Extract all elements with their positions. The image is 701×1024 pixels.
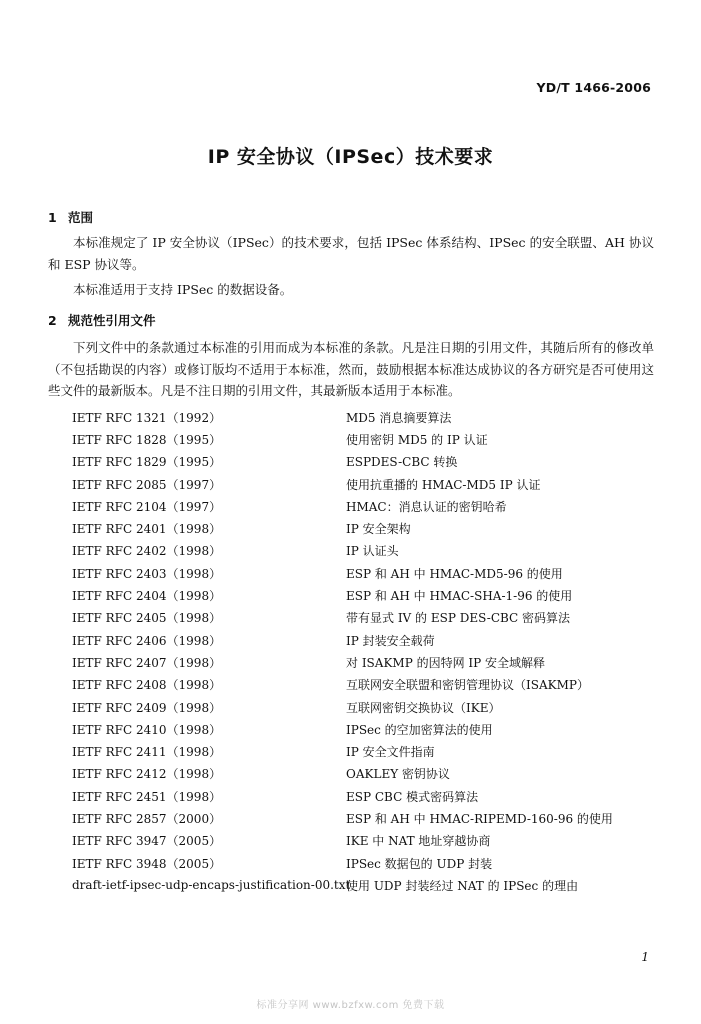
- reference-id: IETF RFC 2085（1997）: [72, 477, 222, 492]
- reference-description: IPSec 的空加密算法的使用: [346, 722, 493, 737]
- reference-id: IETF RFC 2402（1998）: [72, 544, 222, 559]
- reference-row: [72, 629, 632, 651]
- reference-description: IPSec 数据包的 UDP 封装: [346, 856, 493, 871]
- reference-id: IETF RFC 3948（2005）: [72, 856, 222, 871]
- reference-row: [72, 607, 632, 629]
- reference-row: [72, 517, 632, 539]
- reference-row: [72, 807, 632, 829]
- reference-row: [72, 651, 632, 673]
- reference-row: [72, 785, 632, 807]
- reference-list: [72, 406, 632, 897]
- reference-id: IETF RFC 2403（1998）: [72, 566, 222, 581]
- reference-description: HMAC：消息认证的密钥哈希: [346, 499, 507, 514]
- reference-id: IETF RFC 2404（1998）: [72, 589, 222, 604]
- section-2-title: 规范性引用文件: [68, 313, 156, 328]
- reference-id: IETF RFC 2412（1998）: [72, 767, 222, 782]
- reference-row: [72, 562, 632, 584]
- reference-id: IETF RFC 2104（1997）: [72, 499, 222, 514]
- reference-row: [72, 740, 632, 762]
- reference-description: IKE 中 NAT 地址穿越协商: [346, 834, 491, 849]
- reference-row: [72, 830, 632, 852]
- reference-description: 使用密钥 MD5 的 IP 认证: [346, 432, 488, 447]
- reference-id: IETF RFC 3947（2005）: [72, 834, 222, 849]
- reference-description: 对 ISAKMP 的因特网 IP 安全域解释: [346, 655, 546, 670]
- reference-description: IP 认证头: [346, 544, 399, 559]
- reference-row: [72, 406, 632, 428]
- reference-description: ESP CBC 模式密码算法: [346, 789, 479, 804]
- reference-row: [72, 696, 632, 718]
- reference-id: IETF RFC 2857（2000）: [72, 811, 222, 826]
- reference-description: ESPDES-CBC 转换: [346, 455, 458, 470]
- reference-id: IETF RFC 2407（1998）: [72, 655, 222, 670]
- section-1-heading: [48, 208, 93, 226]
- reference-description: IP 安全架构: [346, 522, 411, 537]
- reference-row: [72, 763, 632, 785]
- watermark-text: 标准分享网 www.bzfxw.com 免费下载: [256, 1000, 445, 1011]
- reference-description: ESP 和 AH 中 HMAC-SHA-1-96 的使用: [346, 589, 573, 604]
- reference-description: 使用 UDP 封装经过 NAT 的 IPSec 的理由: [346, 878, 579, 893]
- reference-description: 互联网密钥交换协议（IKE）: [346, 700, 501, 715]
- reference-row: [72, 852, 632, 874]
- scope-paragraph-1: 本标准规定了 IP 安全协议（IPSec）的技术要求，包括 IPSec 体系结构、IPSec 的安全联盟、AH 协议和 ESP 协议等。: [48, 235, 654, 272]
- section-2-heading: [48, 311, 156, 329]
- reference-row: [72, 540, 632, 562]
- reference-description: 带有显式 IV 的 ESP DES-CBC 密码算法: [346, 611, 571, 626]
- reference-id: IETF RFC 2409（1998）: [72, 700, 222, 715]
- scope-paragraph-2: 本标准适用于支持 IPSec 的数据设备。: [73, 282, 293, 297]
- reference-id: IETF RFC 1829（1995）: [72, 455, 222, 470]
- reference-description: MD5 消息摘要算法: [346, 410, 452, 425]
- reference-description: ESP 和 AH 中 HMAC-RIPEMD-160-96 的使用: [346, 811, 613, 826]
- reference-id: IETF RFC 2401（1998）: [72, 522, 222, 537]
- page-number: 1: [641, 950, 649, 964]
- section-2-number: 2: [48, 313, 57, 328]
- reference-row: [72, 674, 632, 696]
- references-intro-paragraph: 下列文件中的条款通过本标准的引用而成为本标准的条款。凡是注日期的引用文件，其随后所有的修改单（不包括勘误的内容）或修订版均不适用于本标准，然而，鼓励根据本标准达成协议的各方研究是否可使用这些文件的最新版本。凡是不注日期的引用文件，其最新版本适用于本标准。: [48, 340, 654, 398]
- reference-id: IETF RFC 2451（1998）: [72, 789, 222, 804]
- reference-description: ESP 和 AH 中 HMAC-MD5-96 的使用: [346, 566, 563, 581]
- reference-description: OAKLEY 密钥协议: [346, 767, 450, 782]
- reference-id: IETF RFC 2406（1998）: [72, 633, 222, 648]
- reference-description: 使用抗重播的 HMAC-MD5 IP 认证: [346, 477, 541, 492]
- reference-id: draft-ietf-ipsec-udp-encaps-justification-00.txt: [72, 878, 351, 893]
- reference-id: IETF RFC 2405（1998）: [72, 611, 222, 626]
- document-title: IP 安全协议（IPSec）技术要求: [207, 146, 494, 168]
- reference-id: IETF RFC 2408（1998）: [72, 678, 222, 693]
- reference-description: IP 安全文件指南: [346, 745, 435, 760]
- reference-id: IETF RFC 2411（1998）: [72, 745, 222, 760]
- section-1-number: 1: [48, 210, 57, 225]
- reference-id: IETF RFC 1828（1995）: [72, 432, 222, 447]
- reference-row: [72, 495, 632, 517]
- reference-row: [72, 451, 632, 473]
- reference-row: [72, 874, 632, 896]
- reference-description: IP 封装安全载荷: [346, 633, 435, 648]
- reference-row: [72, 473, 632, 495]
- section-1-title: 范围: [68, 210, 94, 225]
- reference-description: 互联网安全联盟和密钥管理协议（ISAKMP）: [346, 678, 589, 693]
- reference-id: IETF RFC 2410（1998）: [72, 722, 222, 737]
- reference-row: [72, 428, 632, 450]
- standard-code: YD/T 1466-2006: [536, 80, 651, 95]
- reference-id: IETF RFC 1321（1992）: [72, 410, 222, 425]
- reference-row: [72, 584, 632, 606]
- reference-row: [72, 718, 632, 740]
